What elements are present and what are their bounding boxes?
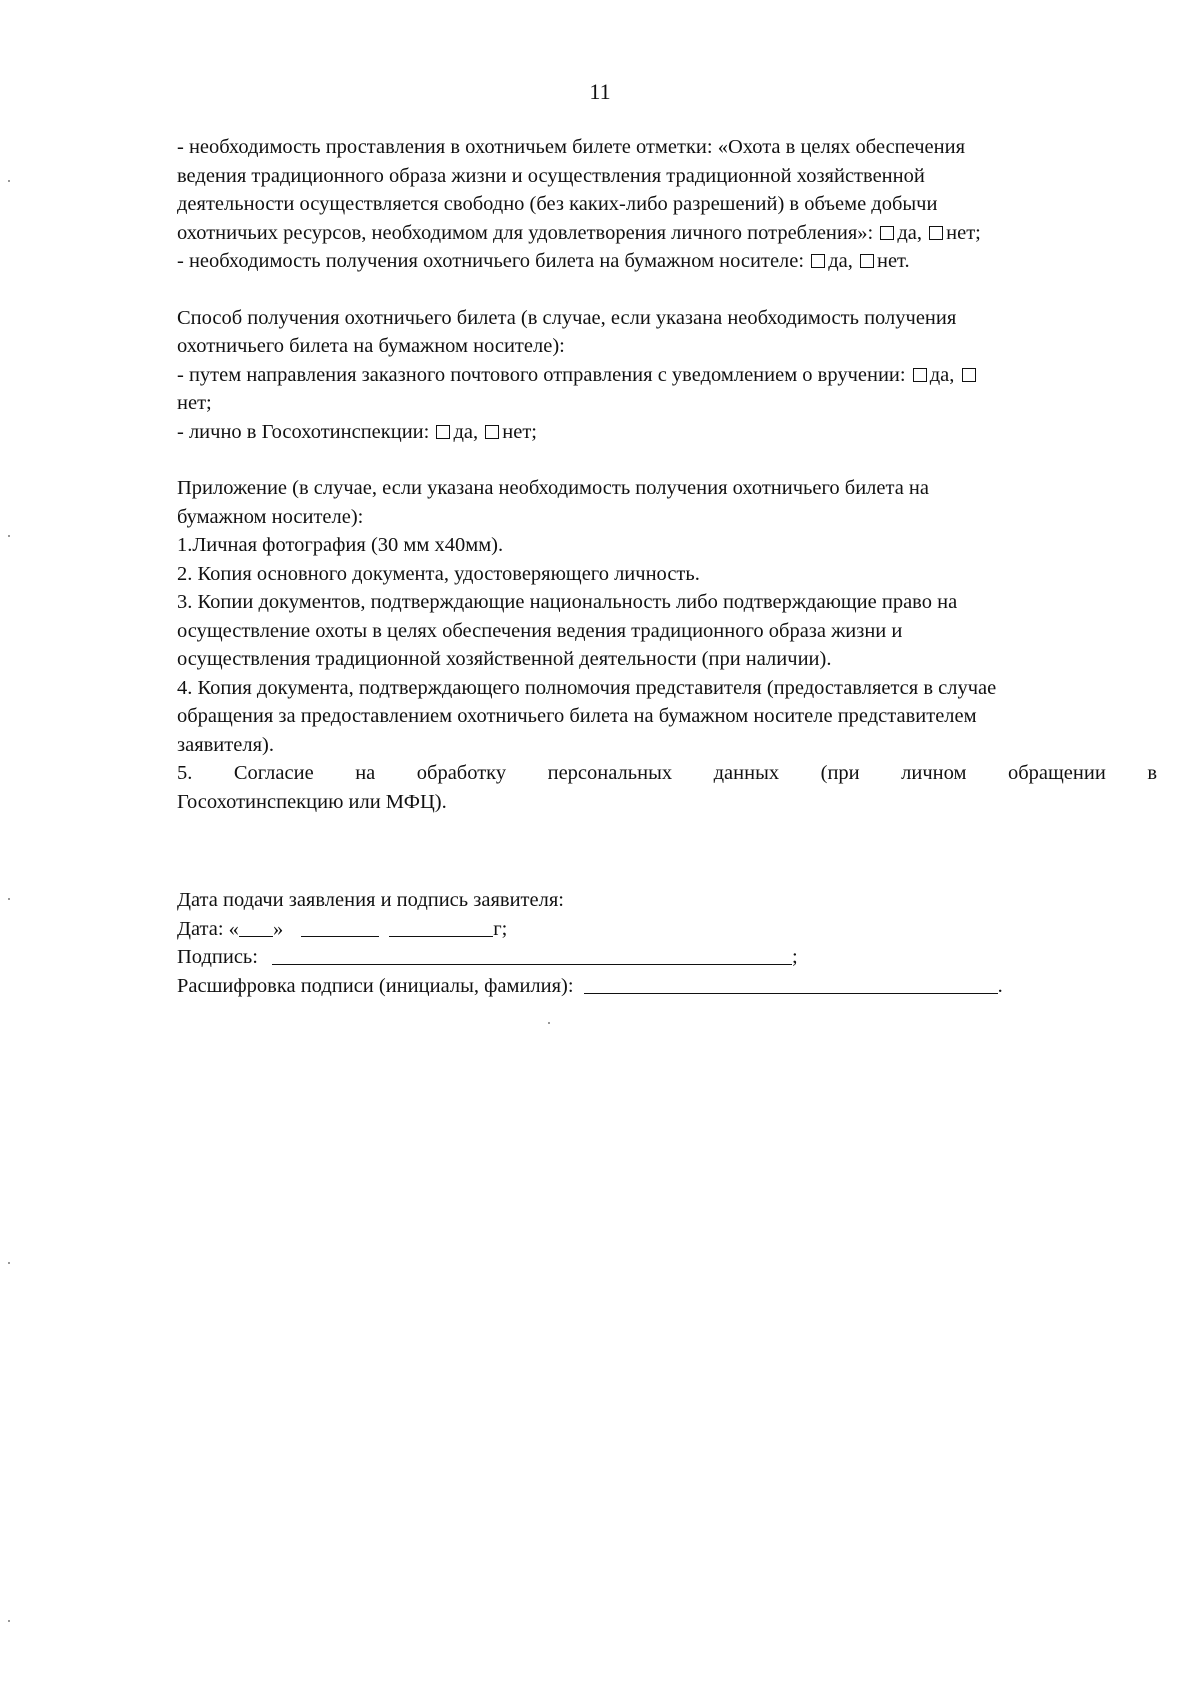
date-line bbox=[177, 915, 1157, 944]
paper-no-label: нет. bbox=[876, 250, 910, 272]
text-line: охотничьего билета на бумажном носителе): bbox=[177, 335, 565, 357]
text-line: деятельности осуществляется свободно (без каких-либо разрешений) в объеме добычи bbox=[177, 193, 938, 215]
mark-yes-checkbox[interactable] bbox=[880, 226, 894, 240]
document-body bbox=[177, 133, 1157, 1000]
signature-block bbox=[177, 886, 1157, 1000]
attachment-item-5: 5. Согласие на обработку персональных данных (при личном обращении в bbox=[177, 762, 1157, 784]
text-line: осуществления традиционной хозяйственной деятельности (при наличии). bbox=[177, 648, 832, 670]
signature-end: ; bbox=[791, 946, 798, 968]
attachment-item-3: 3. Копии документов, подтверждающие национальность либо подтверждающие право на bbox=[177, 591, 958, 613]
mail-no-checkbox[interactable] bbox=[962, 368, 976, 382]
attachment-item-4: 4. Копия документа, подтверждающего полномочия представителя (предоставляется в случае bbox=[177, 676, 997, 699]
section-marks bbox=[177, 133, 1157, 276]
date-year-field[interactable] bbox=[389, 916, 493, 937]
mark-no-label: нет; bbox=[946, 221, 981, 244]
mail-yes-label: да, bbox=[929, 363, 955, 386]
mark-yes-label: да, bbox=[897, 221, 923, 244]
paper-ticket-label: - необходимость получения охотничьего билета на бумажном носителе: bbox=[177, 250, 805, 272]
section-method bbox=[177, 304, 1157, 447]
mail-yes-checkbox[interactable] bbox=[913, 368, 927, 382]
text-line: осуществление охоты в целях обеспечения ведения традиционного образа жизни и bbox=[177, 619, 903, 642]
text-line: Способ получения охотничьего билета (в случае, если указана необходимость получения bbox=[177, 306, 957, 329]
signature-label: Подпись: bbox=[177, 946, 258, 968]
date-label: Дата: « bbox=[177, 917, 239, 940]
decoding-line bbox=[177, 972, 1157, 1001]
section-attachments bbox=[177, 474, 1157, 816]
personal-option-line bbox=[177, 418, 1157, 447]
date-day-field[interactable] bbox=[239, 916, 273, 937]
text-line: заявителя). bbox=[177, 733, 274, 756]
text-line: Приложение (в случае, если указана необходимость получения охотничьего билета на bbox=[177, 477, 929, 499]
personal-yes-checkbox[interactable] bbox=[436, 425, 450, 439]
mail-option-label: - путем направления заказного почтового отправления с уведомлением о вручении: bbox=[177, 363, 906, 386]
paper-no-checkbox[interactable] bbox=[860, 254, 874, 268]
personal-no-checkbox[interactable] bbox=[485, 425, 499, 439]
decoding-field[interactable] bbox=[584, 973, 998, 994]
decoding-end: . bbox=[997, 974, 1003, 997]
mail-option-line bbox=[177, 361, 1157, 390]
scan-speck bbox=[8, 1262, 10, 1264]
page-number: 11 bbox=[589, 79, 611, 104]
personal-no-label: нет; bbox=[502, 420, 537, 443]
text-line: бумажном носителе): bbox=[177, 505, 364, 528]
paper-yes-label: да, bbox=[828, 250, 853, 272]
scan-speck bbox=[548, 1022, 550, 1024]
text-line: Госохотинспекцию или МФЦ). bbox=[177, 790, 447, 813]
personal-yes-label: да, bbox=[453, 420, 479, 443]
date-suffix: г; bbox=[493, 917, 508, 940]
date-close-quote: » bbox=[272, 917, 284, 940]
mark-option-label: охотничьих ресурсов, необходимом для удовлетворения личного потребления»: bbox=[177, 221, 874, 244]
scan-speck bbox=[8, 180, 10, 182]
decoding-label: Расшифровка подписи (инициалы, фамилия): bbox=[177, 974, 574, 997]
scan-speck bbox=[8, 898, 10, 900]
personal-option-label: - лично в Госохотинспекции: bbox=[177, 420, 430, 443]
mail-no-label: нет; bbox=[177, 392, 212, 414]
signature-line bbox=[177, 943, 1157, 972]
scan-speck bbox=[8, 1620, 10, 1622]
signature-heading: Дата подачи заявления и подпись заявителя: bbox=[177, 889, 564, 911]
paper-ticket-line bbox=[177, 247, 1157, 276]
attachment-item-2: 2. Копия основного документа, удостоверяющего личность. bbox=[177, 562, 700, 585]
mark-no-checkbox[interactable] bbox=[929, 226, 943, 240]
text-line: обращения за предоставлением охотничьего билета на бумажном носителе представителем bbox=[177, 705, 977, 727]
mark-option-line bbox=[177, 219, 1157, 248]
text-line: ведения традиционного образа жизни и осуществления традиционной хозяйственной bbox=[177, 164, 925, 187]
date-month-field[interactable] bbox=[301, 916, 379, 937]
attachment-item-1: 1.Личная фотография (30 мм х40мм). bbox=[177, 534, 504, 556]
signature-field[interactable] bbox=[272, 944, 792, 965]
text-line: - необходимость проставления в охотничьем билете отметки: «Охота в целях обеспечения bbox=[177, 136, 966, 158]
paper-yes-checkbox[interactable] bbox=[811, 254, 825, 268]
scan-speck bbox=[8, 535, 10, 537]
